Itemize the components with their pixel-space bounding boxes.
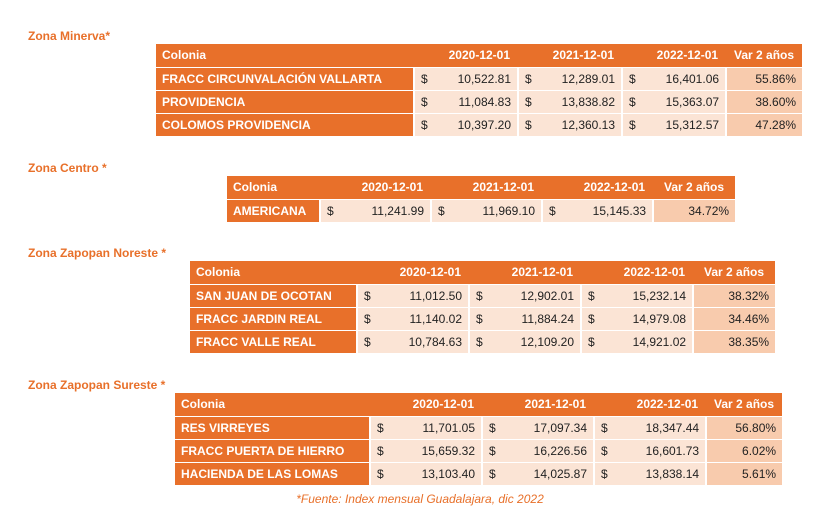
price-value: 15,232.14 — [601, 284, 693, 307]
price-value: 11,701.05 — [390, 416, 482, 439]
variation-value: 34.72% — [653, 199, 735, 222]
price-value: 13,838.82 — [538, 90, 622, 113]
currency-symbol: $ — [581, 284, 601, 307]
source-note: *Fuente: Index mensual Guadalajara, dic 2022 — [296, 492, 544, 506]
currency-symbol: $ — [469, 330, 489, 353]
zone-price-table — [227, 176, 735, 223]
column-header-date: 2020-12-01 — [414, 44, 518, 67]
currency-symbol: $ — [357, 330, 377, 353]
variation-value: 38.32% — [693, 284, 775, 307]
column-header-colonia: Colonia — [190, 261, 357, 284]
column-header-date: 2020-12-01 — [357, 261, 469, 284]
price-value: 11,884.24 — [489, 307, 581, 330]
table-row — [227, 199, 735, 222]
price-value: 10,784.63 — [377, 330, 469, 353]
variation-value: 5.61% — [706, 462, 782, 485]
price-value: 11,084.83 — [434, 90, 518, 113]
column-header-date: 2022-12-01 — [542, 176, 653, 199]
header-row — [175, 393, 782, 416]
currency-symbol: $ — [594, 416, 614, 439]
currency-symbol: $ — [542, 199, 562, 222]
variation-value: 55.86% — [726, 67, 802, 90]
price-value: 15,363.07 — [642, 90, 726, 113]
table-row — [175, 439, 782, 462]
zone-price-table — [156, 44, 802, 137]
currency-symbol: $ — [622, 67, 642, 90]
table-row — [175, 462, 782, 485]
column-header-date: 2020-12-01 — [370, 393, 482, 416]
column-header-date: 2021-12-01 — [469, 261, 581, 284]
table-row — [156, 113, 802, 136]
price-value: 14,025.87 — [502, 462, 594, 485]
variation-value: 6.02% — [706, 439, 782, 462]
price-value: 13,838.14 — [614, 462, 706, 485]
price-value: 17,097.34 — [502, 416, 594, 439]
currency-symbol: $ — [482, 416, 502, 439]
price-value: 12,360.13 — [538, 113, 622, 136]
zone-title: Zona Minerva* — [28, 29, 111, 43]
variation-value: 47.28% — [726, 113, 802, 136]
price-value: 15,659.32 — [390, 439, 482, 462]
price-value: 15,145.33 — [562, 199, 653, 222]
zone-title: Zona Zapopan Noreste * — [28, 246, 167, 260]
column-header-date: 2022-12-01 — [622, 44, 726, 67]
colonia-name: HACIENDA DE LAS LOMAS — [175, 462, 370, 485]
currency-symbol: $ — [622, 90, 642, 113]
zone-title: Zona Centro * — [28, 161, 107, 175]
currency-symbol: $ — [581, 330, 601, 353]
currency-symbol: $ — [594, 439, 614, 462]
price-value: 16,601.73 — [614, 439, 706, 462]
colonia-name: AMERICANA — [227, 199, 320, 222]
currency-symbol: $ — [594, 462, 614, 485]
column-header-variation: Var 2 años — [693, 261, 775, 284]
table-row — [190, 307, 775, 330]
table-row — [175, 416, 782, 439]
colonia-name: RES VIRREYES — [175, 416, 370, 439]
currency-symbol: $ — [581, 307, 601, 330]
price-value: 13,103.40 — [390, 462, 482, 485]
currency-symbol: $ — [414, 113, 434, 136]
price-value: 11,969.10 — [451, 199, 542, 222]
price-value: 10,522.81 — [434, 67, 518, 90]
colonia-name: FRACC CIRCUNVALACIÓN VALLARTA — [156, 67, 414, 90]
price-value: 12,902.01 — [489, 284, 581, 307]
table-row — [190, 284, 775, 307]
variation-value: 38.60% — [726, 90, 802, 113]
currency-symbol: $ — [482, 462, 502, 485]
currency-symbol: $ — [370, 416, 390, 439]
zone-price-table — [190, 261, 775, 354]
price-value: 11,241.99 — [340, 199, 431, 222]
price-value: 15,312.57 — [642, 113, 726, 136]
column-header-date: 2021-12-01 — [518, 44, 622, 67]
column-header-variation: Var 2 años — [726, 44, 802, 67]
column-header-date: 2021-12-01 — [482, 393, 594, 416]
currency-symbol: $ — [320, 199, 340, 222]
currency-symbol: $ — [469, 307, 489, 330]
currency-symbol: $ — [622, 113, 642, 136]
variation-value: 56.80% — [706, 416, 782, 439]
zone-price-table — [175, 393, 782, 486]
variation-value: 38.35% — [693, 330, 775, 353]
currency-symbol: $ — [482, 439, 502, 462]
table-row — [156, 67, 802, 90]
price-value: 12,109.20 — [489, 330, 581, 353]
currency-symbol: $ — [357, 307, 377, 330]
currency-symbol: $ — [370, 462, 390, 485]
zone-title: Zona Zapopan Sureste * — [28, 378, 166, 392]
colonia-name: SAN JUAN DE OCOTAN — [190, 284, 357, 307]
column-header-colonia: Colonia — [227, 176, 320, 199]
column-header-variation: Var 2 años — [653, 176, 735, 199]
column-header-date: 2021-12-01 — [431, 176, 542, 199]
price-value: 12,289.01 — [538, 67, 622, 90]
currency-symbol: $ — [414, 67, 434, 90]
column-header-date: 2022-12-01 — [581, 261, 693, 284]
variation-value: 34.46% — [693, 307, 775, 330]
column-header-date: 2022-12-01 — [594, 393, 706, 416]
currency-symbol: $ — [518, 113, 538, 136]
colonia-name: COLOMOS PROVIDENCIA — [156, 113, 414, 136]
table-row — [190, 330, 775, 353]
colonia-name: FRACC VALLE REAL — [190, 330, 357, 353]
price-value: 14,979.08 — [601, 307, 693, 330]
price-value: 10,397.20 — [434, 113, 518, 136]
header-row — [227, 176, 735, 199]
column-header-variation: Var 2 años — [706, 393, 782, 416]
price-value: 11,140.02 — [377, 307, 469, 330]
column-header-colonia: Colonia — [175, 393, 370, 416]
colonia-name: FRACC JARDIN REAL — [190, 307, 357, 330]
colonia-name: PROVIDENCIA — [156, 90, 414, 113]
column-header-date: 2020-12-01 — [320, 176, 431, 199]
currency-symbol: $ — [414, 90, 434, 113]
currency-symbol: $ — [518, 90, 538, 113]
header-row — [190, 261, 775, 284]
column-header-colonia: Colonia — [156, 44, 414, 67]
currency-symbol: $ — [431, 199, 451, 222]
currency-symbol: $ — [469, 284, 489, 307]
price-value: 16,401.06 — [642, 67, 726, 90]
currency-symbol: $ — [357, 284, 377, 307]
price-value: 11,012.50 — [377, 284, 469, 307]
price-value: 18,347.44 — [614, 416, 706, 439]
table-row — [156, 90, 802, 113]
price-value: 14,921.02 — [601, 330, 693, 353]
price-value: 16,226.56 — [502, 439, 594, 462]
colonia-name: FRACC PUERTA DE HIERRO — [175, 439, 370, 462]
currency-symbol: $ — [370, 439, 390, 462]
header-row — [156, 44, 802, 67]
currency-symbol: $ — [518, 67, 538, 90]
